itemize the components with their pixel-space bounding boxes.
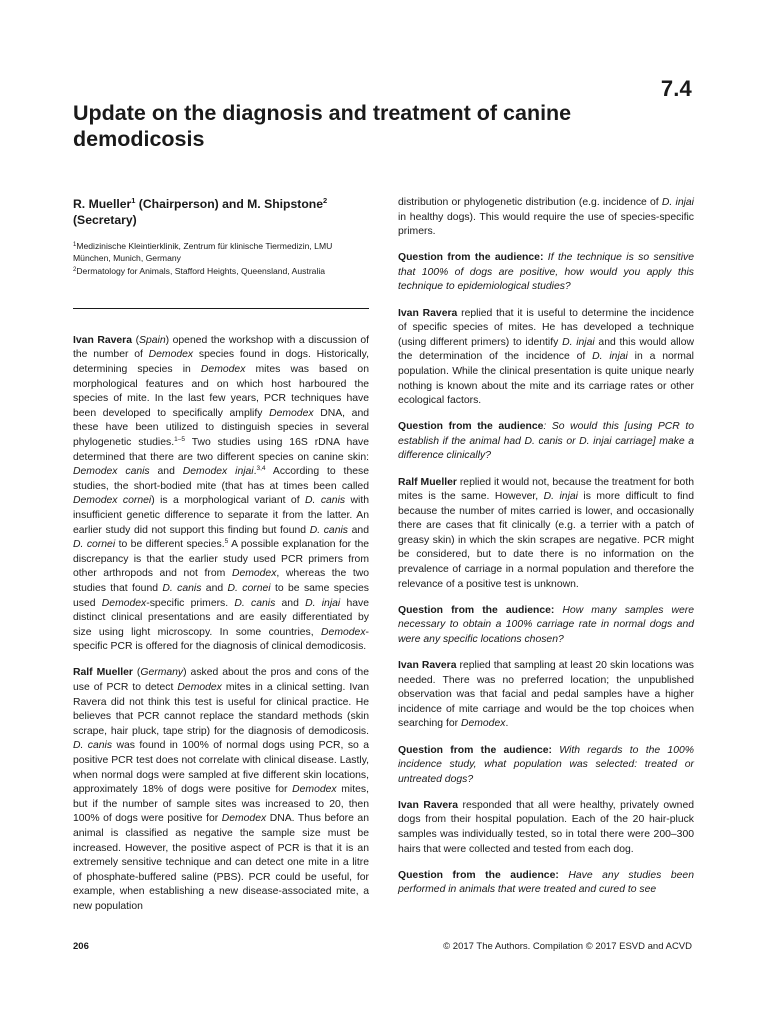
author-name: R. Mueller [73,197,132,211]
audience-question [398,869,694,898]
italic-run: D. injai [592,351,628,363]
text-run: was found in 100% of normal dogs using PCR, so a positive PCR test does not correlate with clinical disease. Lastly, when normal dogs were sampled at five different skin locations, approximately 18% of dogs were positive for [73,740,369,796]
article-title: Update on the diagnosis and treatment of canine demodicosis [73,101,572,151]
italic-run: Demodex [101,597,147,609]
question-label: Question from the audience: [398,869,559,881]
text-run: -specific primers. [146,597,235,609]
question-text: With regards to the 100% incidence study, what population was selected: treated or untreated dogs? [398,744,694,785]
text-run: and [348,524,369,536]
text-run: . [505,718,509,730]
text-run: is more difficult to find because the number of mites carried is lower, and occasionally there are cases that fit clinically (e.g. a terrier with a patch of greasy skin) in which the skin scrapes are negative. PCR might be considered, but to date there is no information on the prevalence of carriage in a normal population and therefore the relevance of a positive test is unknown. [398,491,694,590]
italic-run: D. canis [309,524,348,536]
italic-run: D. canis [73,740,113,752]
text-run: and [201,582,228,594]
text-run: responded that all were healthy, privately owned dogs from their hospital population. Each of the 20 hair-pluck samples was individually tested, so in total there were 200–300 hairs that were collected and tested from each dog. [398,799,695,855]
text-run: species found in dogs. Historically, determining species in [73,349,369,376]
text-run: and [149,466,183,478]
affiliation-marker: 1 [131,196,136,205]
affiliation-marker: 1 [73,242,77,248]
affiliation-text: Medizinische Kleintierklinik, Zentrum für klinische Tiermedizin, LMU München, Munich, Germany [73,241,333,264]
question-text: Have any studies been performed in animals that were treated and cured to see [398,869,694,896]
text-run: A possible explanation for the discrepancy is that the earlier study used PCR primers from other arthropods and not from [73,539,370,580]
text-run: and this would allow the determination of the incidence of [398,336,694,363]
text-run: replied that it is useful to determine the incidence of specific species of mites. He has developed a technique (using different primers) to identify [398,307,694,348]
text-run: distribution or phylogenetic distribution (e.g. incidence of [398,197,662,208]
italic-run: Germany [140,667,184,679]
paragraph [398,196,694,240]
text-run: ( [132,334,140,346]
question-text: If the technique is so sensitive that 100% of dogs are positive, how would you apply this technique to epidemiological studies? [398,252,694,293]
text-run: , whereas the two studies that found [73,568,370,594]
text-run: replied that sampling at least 20 skin locations was needed. There was no preferred location; the unpublished observation was that facial and pedal samples have a higher incidence of mite carriage and would be the top choices when searching for [398,660,694,730]
text-run: DNA. Thus before an animal is classified as negative the sample size must be increased. However, the positive aspect of PCR is that it is an extremely sensitive technique and can detect one mite in a litre of phosphate-buffered saline (PBS). PCR could be useful, for example, when establishing a new disease-associated mite, a new population [73,813,369,912]
text-run: mites, but if the number of sample sites was increased to 20, then 100% of dogs were positive for [73,784,369,825]
paragraph [398,659,694,732]
italic-run: Demodex canis [73,466,150,478]
speaker-name: Ivan Ravera [73,334,133,346]
question-text: How many samples were necessary to obtain a 100% carriage rate in normal dogs and were any specific locations chosen? [398,604,694,645]
speaker-name: Ivan Ravera [398,660,457,672]
speaker-name: Ralf Mueller [398,476,457,488]
italic-run: Demodex cornei [73,495,152,507]
audience-question [398,420,694,464]
citation-ref: 3,4 [256,465,266,473]
text-run: ) is a morphological variant of [151,495,306,507]
affiliation [73,240,369,265]
paragraph [398,307,694,409]
speaker-name: Ivan Ravera [398,799,458,811]
italic-run: Demodex [177,682,222,694]
italic-run: Demodex [292,784,337,796]
italic-run: Demodex [231,568,277,580]
copyright-notice: © 2017 The Authors. Compilation © 2017 ESVD and ACVD [443,941,692,952]
text-run: . [253,466,257,478]
paragraph [73,666,369,914]
italic-run: D. injai [305,597,341,609]
text-run: in healthy dogs). This would require the use of species-specific primers. [398,211,694,238]
audience-question [398,251,694,295]
italic-run: D. canis [162,582,202,594]
text-run: -specific PCR is offered for the diagnosis of clinical demodicosis. [73,626,369,653]
author-role: (Chairperson) and [135,197,248,211]
citation-ref: 5 [224,538,229,546]
chapter-number: 7.4 [660,76,692,101]
page-number: 206 [73,941,89,952]
question-label: Question from the audience: [398,604,555,616]
italic-run: D. injai [543,491,578,503]
question-label: Question from the audience: [398,744,553,756]
citation-ref: 1–5 [174,436,185,444]
affiliation [73,265,369,277]
text-run: DNA, and these have been utilized to distinguish species in several phylogenetic studies. [73,407,369,449]
question-label: Question from the audience: [398,252,544,264]
italic-run: Demodex injai [182,466,254,478]
text-run: ) asked about the pros and cons of the use of PCR to detect [73,667,369,694]
text-run: mites in a clinical setting. Ivan Ravera did not think this test is useful for clinical practice. He believes that PCR cannot replace the standard methods (skin scrape, hair pluck, tape strip) for the diagnosis of demodicosis. [73,682,369,737]
author-role: (Secretary) [73,213,137,227]
text-run: with insufficient genetic difference to separate it from the latter. An earlier study did not support this finding but found [73,495,369,536]
author-line [73,196,369,228]
text-run: in a normal population. While the clinical presentation is quite unique nearly nothing is known about the mite and its carriage rates or other ecological factors. [398,351,694,407]
text-run: According to these studies, the short-bodied mite (that has at times been called [73,466,369,492]
paragraph [398,799,694,857]
text-run: replied it would not, because the treatment for both mites is the same. However, [398,476,694,503]
right-column [398,196,694,909]
affiliation-marker: 2 [73,266,77,273]
text-run: and [275,597,306,609]
italic-run: Demodex [460,718,506,730]
text-run: ) opened the workshop with a discussion of the number of [73,334,369,361]
text-run: Two studies using 16S rDNA have determined that there are two different species on canine skin: [73,437,370,463]
left-column [73,196,369,926]
text-run: ( [132,667,141,679]
audience-question [398,744,694,788]
author-name: M. Shipstone [247,197,323,211]
section-divider [73,308,369,309]
italic-run: D. injai [661,197,694,208]
affiliation-marker: 2 [323,196,328,205]
question-label: Question from the audience [398,421,544,433]
italic-run: D. cornei [73,539,116,551]
paragraph [398,476,694,593]
audience-question [398,604,694,648]
paragraph [73,334,369,655]
italic-run: D. injai [562,336,595,348]
italic-run: Demodex [221,813,267,825]
italic-run: Demodex [269,407,314,419]
speaker-name: Ivan Ravera [398,307,458,319]
italic-run: D. canis [305,495,346,507]
speaker-name: Ralf Mueller [73,667,133,679]
text-run: mites was based on morphological features and on which host harboured the species of mite. In the last few years, PCR techniques have been developed to specifically amplify [73,364,369,419]
italic-run: Demodex [321,626,366,638]
text-run: to be different species. [115,539,225,551]
italic-run: Demodex [148,349,194,361]
affiliation-text: Dermatology for Animals, Stafford Heights, Queensland, Australia [76,265,326,276]
question-text: : So would this [using PCR to establish if the animal had D. canis or D. injai carriage] make a difference clinically? [398,421,694,462]
italic-run: D. canis [234,597,276,609]
text-run: to be same species used [73,582,369,609]
italic-run: Demodex [200,364,246,376]
italic-run: Spain [139,334,166,346]
italic-run: D. cornei [227,582,271,594]
text-run: have distinct clinical presentations and are easily differentiated by size using light microscopy. In some countries, [73,597,370,638]
